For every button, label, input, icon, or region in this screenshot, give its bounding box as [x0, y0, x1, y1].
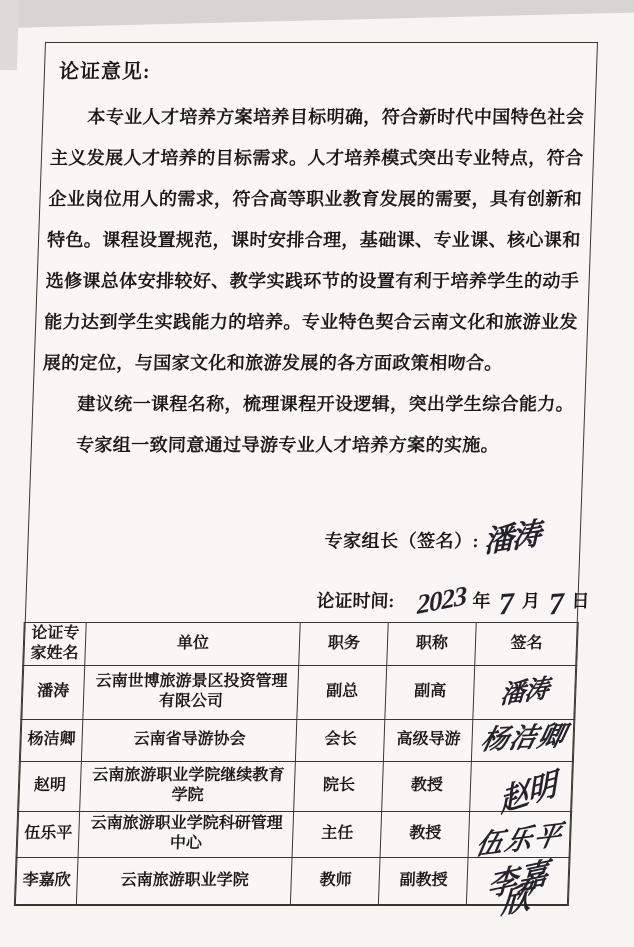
opinion-paragraph-conclusion: 专家组一致同意通过导游专业人才培养方案的实施。: [75, 435, 500, 455]
cell-title: 高级导游: [384, 719, 473, 761]
month-unit-label: 月: [521, 591, 541, 611]
scanner-edge-top: [0, 0, 634, 29]
signature-handwriting: 杨洁卿: [477, 720, 569, 755]
day-handwriting: 7: [547, 585, 565, 622]
cell-title: 教授: [382, 761, 472, 811]
signature-handwriting: 潘涛: [499, 675, 550, 710]
cell-position: 主任: [292, 811, 382, 857]
col-header-position: 职务: [299, 622, 389, 665]
review-time-row: [26, 579, 590, 622]
cell-expert-name: 李嘉欣: [15, 857, 79, 905]
cell-position: 副总: [297, 665, 387, 719]
expert-row: [18, 761, 573, 811]
month-handwriting: 7: [498, 585, 515, 622]
cell-expert-name: 杨洁卿: [20, 719, 83, 761]
cell-unit: 云南省导游协会: [82, 719, 297, 761]
section-title: 论证意见:: [58, 61, 152, 83]
expert-row: [16, 811, 571, 857]
signature-handwriting: 伍乐平: [473, 818, 566, 861]
opinion-paragraph-main: 本专业人才培养方案培养目标明确，符合新时代中国特色社会 主义发展人才培养的目标需求。人才培养模式突出专业特点，符合 企业岗位用人的需求，符合高等职业教育发展的需要，具有创新和 特色。课程设置规范，课时安排合理，基础课、专业课、核心课和 选修课总体安排较好、教学实践环节的设置有利于培养学生的动手 能力达到学生实践能力的培养。专业特色契合云南文化和旅游业发 展的定位，与国家文化和旅游发展的各方面政策相吻合。: [42, 107, 585, 373]
col-header-unit: 单位: [85, 622, 301, 665]
experts-table: [14, 622, 578, 921]
cell-position: 会长: [296, 719, 385, 761]
year-handwriting: 2023: [416, 579, 467, 620]
signature-handwriting: 赵明: [498, 767, 557, 819]
cell-title: 副教授: [379, 857, 469, 905]
col-header-signature: 签名: [475, 622, 578, 665]
document-border-box: [15, 42, 598, 921]
cell-position: 院长: [294, 761, 384, 811]
cell-unit: 云南世博旅游景区投资管理有限公司: [83, 665, 299, 719]
cell-title: 副高: [385, 665, 475, 719]
year-unit-label: 年: [472, 591, 491, 611]
cell-signature: [470, 761, 573, 819]
cell-signature: [467, 856, 570, 921]
cell-position: 教师: [291, 857, 381, 905]
day-unit-label: 日: [571, 591, 590, 611]
cell-signature: [468, 811, 571, 861]
cell-signature: [473, 665, 576, 719]
cell-unit: 云南旅游职业学院: [77, 857, 293, 905]
leader-signature-handwriting: 潘涛: [482, 517, 540, 560]
expert-row: [20, 719, 575, 761]
leader-signature-row: [28, 518, 581, 562]
cell-expert-name: 潘涛: [21, 665, 85, 719]
opinion-paragraph-suggestion: 建议统一课程名称，梳理课程开设逻辑，突出学生综合能力。: [77, 394, 575, 414]
review-time-label: 论证时间:: [316, 591, 395, 611]
table-header-row: [23, 622, 578, 665]
col-header-expert-name: 论证专家姓名: [23, 622, 87, 665]
cell-expert-name: 赵明: [18, 761, 82, 811]
leader-signature-label: 专家组长（签名）:: [324, 531, 480, 551]
cell-signature: [472, 719, 575, 761]
col-header-title: 职称: [387, 622, 477, 665]
cell-expert-name: 伍乐平: [16, 811, 80, 857]
expert-row: [15, 857, 570, 905]
expert-row: [21, 665, 576, 719]
cell-unit: 云南旅游职业学院继续教育学院: [80, 761, 296, 811]
signature-handwriting: 李嘉欣: [486, 856, 551, 921]
cell-title: 教授: [380, 811, 470, 857]
cell-unit: 云南旅游职业学院科研管理中心: [78, 811, 294, 857]
scanner-edge-left: [0, 0, 19, 70]
